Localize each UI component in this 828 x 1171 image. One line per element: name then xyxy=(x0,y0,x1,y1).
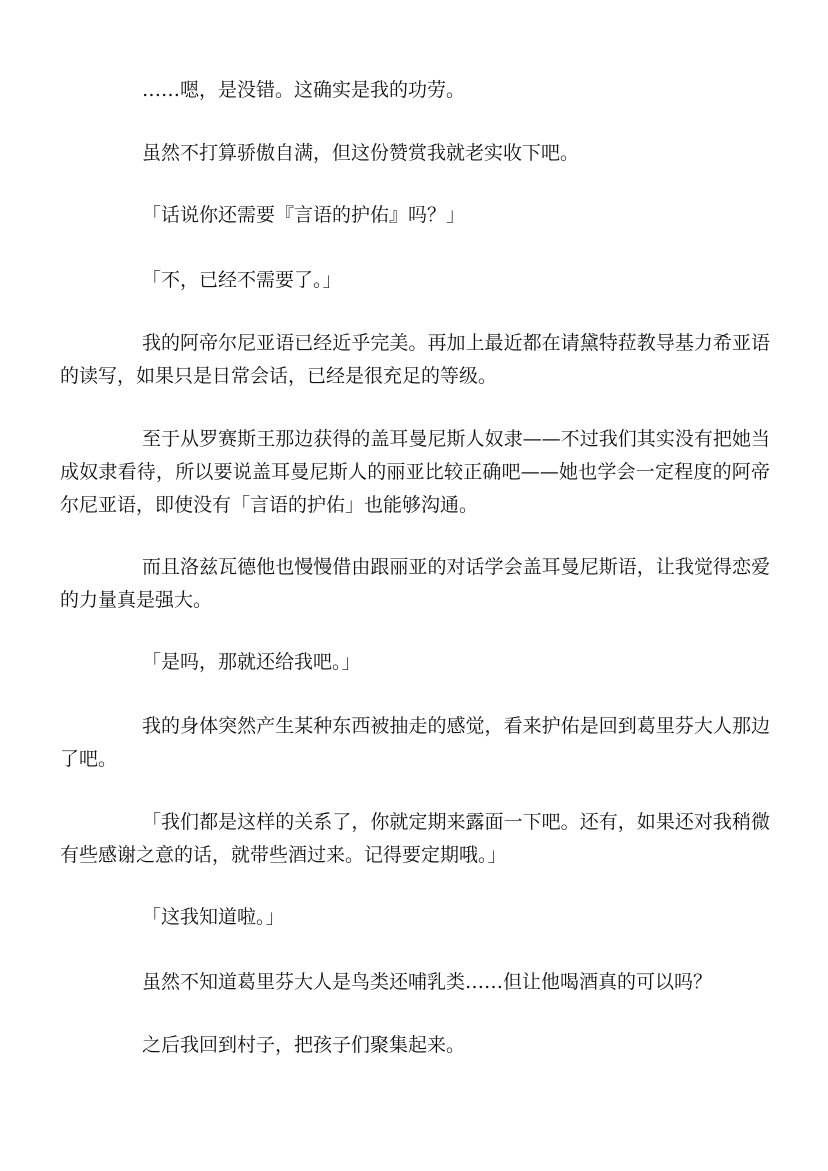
paragraph-1: ……嗯，是没错。这确实是我的功劳。 xyxy=(142,79,466,101)
paragraph-4: 「不，已经不需要了。」 xyxy=(142,269,342,291)
paragraph-9: 我的身体突然产生某种东西被抽走的感觉，看来护佑是回到葛里芬大人那边了吧。 xyxy=(60,715,770,770)
paragraph-3: 「话说你还需要『言语的护佑』吗？」 xyxy=(142,204,466,226)
paragraph-13: 之后我回到村子，把孩子们聚集起来。 xyxy=(142,1034,466,1056)
paragraph-8: 「是吗，那就还给我吧。」 xyxy=(142,651,361,673)
paragraph-10: 「我们都是这样的关系了，你就定期来露面一下吧。还有，如果还对我稍微有些感谢之意的话，就带些酒过来。记得要定期哦。」 xyxy=(60,811,770,866)
paragraph-5: 我的阿帝尔尼亚语已经近乎完美。再加上最近都在请黛特菈教导基力希亚语的读写，如果只是日常会话，已经是很充足的等级。 xyxy=(60,332,770,387)
paragraph-2: 虽然不打算骄傲自满，但这份赞赏我就老实收下吧。 xyxy=(142,142,580,164)
paragraph-7: 而且洛兹瓦德他也慢慢借由跟丽亚的对话学会盖耳曼尼斯语，让我觉得恋爱的力量真是强大。 xyxy=(60,556,770,611)
paragraph-6: 至于从罗赛斯王那边获得的盖耳曼尼斯人奴隶——不过我们其实没有把她当成奴隶看待，所以要说盖耳曼尼斯人的丽亚比较正确吧——她也学会一定程度的阿帝尔尼亚语，即使没有「言语的护佑」也能够沟通。 xyxy=(60,428,770,516)
paragraph-11: 「这我知道啦。」 xyxy=(142,906,285,928)
paragraph-12: 虽然不知道葛里芬大人是鸟类还哺乳类……但让他喝酒真的可以吗？ xyxy=(142,971,713,993)
